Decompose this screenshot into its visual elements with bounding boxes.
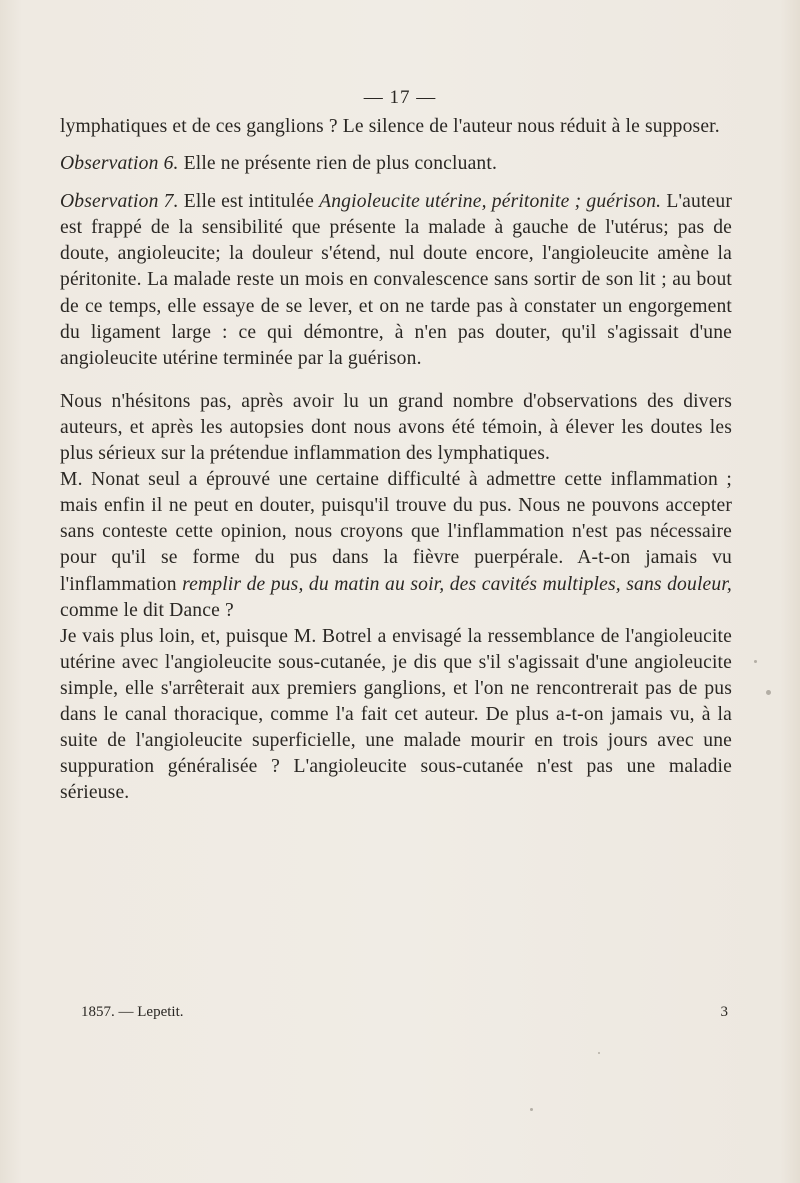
paragraph-5-italic: remplir de pus, du matin au soir, des cavités multiples, sans douleur, — [182, 573, 732, 595]
paragraph-6 — [60, 624, 732, 807]
paragraph-3-lead: Elle est intitulée — [178, 191, 320, 213]
observation-7-title: Angioleucite utérine, péritonite ; guérison. — [319, 191, 662, 213]
paragraph-2-text: Elle ne présente rien de plus concluant. — [178, 153, 498, 175]
paragraph-5 — [60, 467, 732, 624]
observation-7-label: Observation 7. — [60, 191, 179, 213]
paper-speck — [754, 660, 757, 663]
observation-6-label: Observation 6. — [60, 153, 179, 175]
page-footer — [60, 1004, 728, 1021]
paragraph-4-text: Nous n'hésitons pas, après avoir lu un grand nombre d'observations des divers auteurs, et après les autopsies dont nous avons été témoin, à élever les doutes les plus sérieux sur la prétendue inflammation des lymphatiques. — [60, 390, 732, 465]
paragraph-3-text: L'auteur est frappé de la sensibilité que présente la malade à gauche de l'utérus; pas de doute, angioleucite; la douleur s'étend, nul doute encore, l'angioleucite amène la péritonite. La malade reste un mois en convalescence sans sortir de son lit ; au bout de ce temps, elle essaye de se lever, et on ne tarde pas à constater un engorgement du ligament large : ce qui démontre, à n'en pas douter, qu'il s'agissait d'une angioleucite utérine terminée par la guérison. — [60, 191, 733, 369]
paper-speck — [766, 690, 771, 695]
paragraph-3 — [60, 189, 732, 372]
paper-speck — [598, 1052, 600, 1054]
sheet-number: 3 — [720, 1004, 728, 1020]
paragraph-2 — [60, 151, 732, 177]
paper-speck — [530, 1108, 533, 1111]
printer-signature: 1857. — Lepetit. — [81, 1004, 184, 1020]
paragraph-6-text: Je vais plus loin, et, puisque M. Botrel a envisagé la ressemblance de l'angioleucite utérine avec l'angioleucite sous-cutanée, je dis que s'il s'agissait d'une angioleucite simple, elle s'arrêterait aux premiers ganglions, et l'on ne rencontrerait pas de pus dans le canal thoracique, comme l'a fait cet auteur. De plus a-t-on jamais vu, à la suite de l'angioleucite superficielle, une malade mourir en trois jours avec une suppuration généralisée ? L'angioleucite sous-cutanée n'est pas une maladie sérieuse. — [60, 625, 732, 804]
paragraph-5-tail: comme le dit Dance ? — [60, 599, 234, 621]
page-number: — 17 — — [363, 87, 437, 108]
body-text — [60, 114, 732, 806]
paragraph-5-lead: M. Nonat seul a éprouvé une certaine difficulté à admettre cette inflammation ; mais enfin il ne peut en douter, puisqu'il trouve du pus. Nous ne pouvons accepter sans conteste cette opinion, nous croyons que l'inflammation n'est pas nécessaire pour qu'il se forme du pus dans la fièvre puerpérale. A-t-on jamais vu l'inflammation — [60, 469, 732, 595]
paragraph-1 — [60, 114, 732, 140]
paragraph-4 — [60, 389, 732, 467]
paragraph-1-text: lymphatiques et de ces ganglions ? Le silence de l'auteur nous réduit à le supposer. — [60, 116, 720, 137]
